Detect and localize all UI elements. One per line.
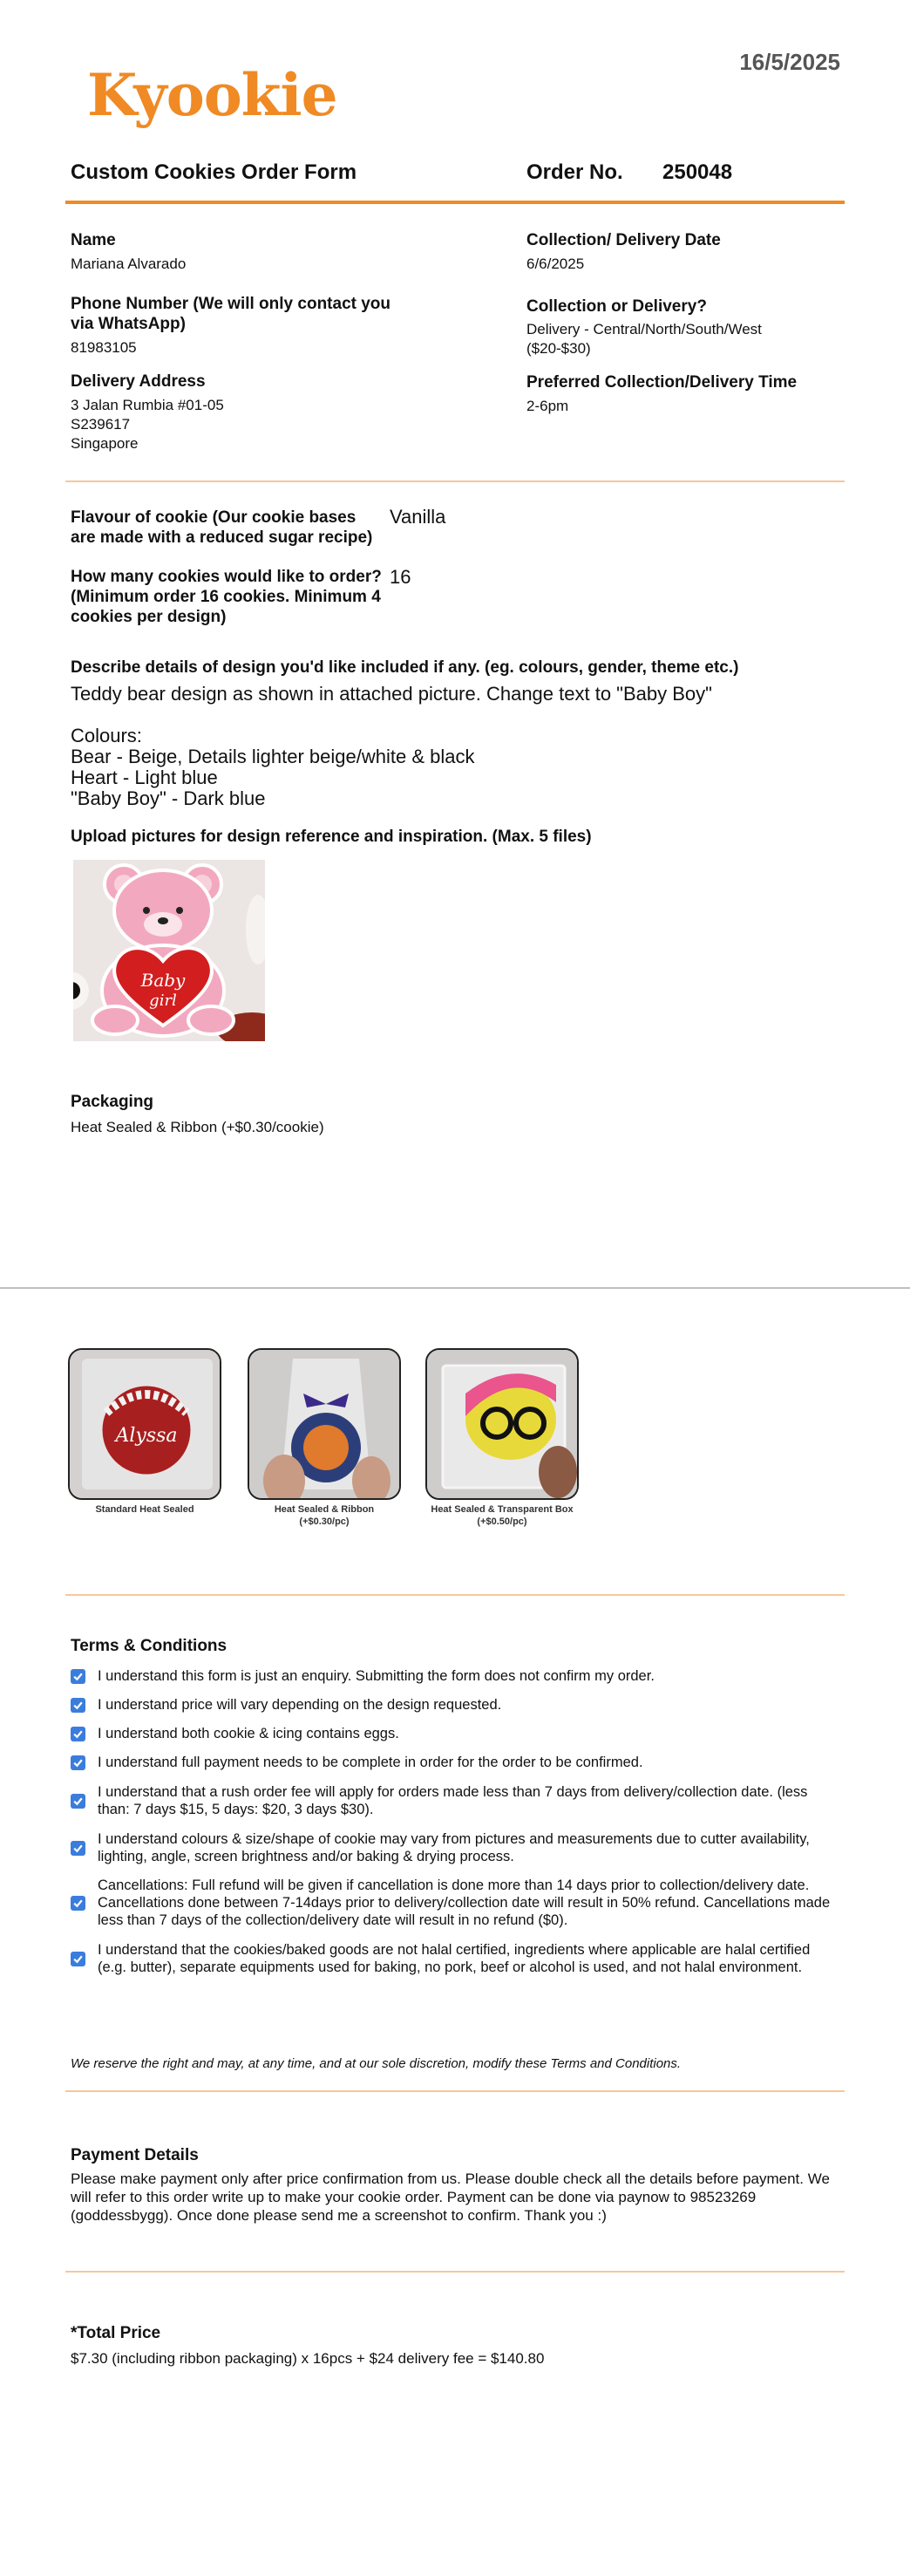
terms-item[interactable] bbox=[71, 1725, 838, 1742]
name-label: Name bbox=[71, 231, 116, 249]
photo-text-2: girl bbox=[149, 992, 177, 1010]
packaging-option-1-sample-text: Alyssa bbox=[115, 1425, 178, 1447]
delivery-method-label: Collection or Delivery? bbox=[526, 297, 707, 316]
packaging-option-3-image bbox=[425, 1348, 579, 1500]
packaging-option-2 bbox=[248, 1348, 407, 1528]
packaging-option-3-caption: Heat Sealed & Transparent Box bbox=[431, 1504, 574, 1515]
section-divider bbox=[65, 480, 845, 482]
terms-item[interactable] bbox=[71, 1667, 838, 1685]
address-line-3: Singapore bbox=[71, 435, 139, 452]
form-title: Custom Cookies Order Form bbox=[71, 160, 357, 184]
terms-item-text: I understand price will vary depending on the design requested. bbox=[98, 1697, 502, 1713]
terms-item[interactable] bbox=[71, 1754, 838, 1771]
phone-value: 81983105 bbox=[71, 339, 137, 356]
page-break bbox=[0, 1287, 910, 1289]
delivery-date-label: Collection/ Delivery Date bbox=[526, 231, 721, 249]
design-line-1: Teddy bear design as shown in attached picture. Change text to "Baby Boy" bbox=[71, 683, 712, 705]
phone-label: Phone Number (We will only contact you via WhatsApp) bbox=[71, 295, 391, 333]
checkbox-checked-icon[interactable] bbox=[71, 1841, 85, 1856]
design-line-5: Heart - Light blue bbox=[71, 767, 218, 788]
flavour-label: Flavour of cookie (Our cookie bases are made with a reduced sugar recipe) bbox=[71, 508, 373, 547]
terms-note: We reserve the right and may, at any time, and at our sole discretion, modify these Terms and Conditions. bbox=[71, 2056, 682, 2071]
header-divider bbox=[65, 201, 845, 204]
terms-item[interactable] bbox=[71, 1696, 838, 1714]
terms-item-text: I understand both cookie & icing contains eggs. bbox=[98, 1726, 399, 1741]
packaging-option-2-image bbox=[248, 1348, 401, 1500]
checkbox-checked-icon[interactable] bbox=[71, 1794, 85, 1809]
quantity-label: How many cookies would like to order? (Minimum order 16 cookies. Minimum 4 cookies per design) bbox=[71, 568, 382, 626]
upload-label: Upload pictures for design reference and inspiration. (Max. 5 files) bbox=[71, 828, 592, 846]
address-line-2: S239617 bbox=[71, 416, 131, 433]
checkbox-checked-icon[interactable] bbox=[71, 1755, 85, 1770]
form-date: 16/5/2025 bbox=[739, 49, 840, 75]
name-value: Mariana Alvarado bbox=[71, 256, 187, 272]
checkbox-checked-icon[interactable] bbox=[71, 1669, 85, 1684]
design-line-4: Bear - Beige, Details lighter beige/white & black bbox=[71, 746, 475, 767]
terms-item-text: Cancellations: Full refund will be given if cancellation is done more than 14 days prior to collection/delivery date. Cancellations done between 7-14days prior to delivery/collection date will result in 50% refund. Cancellations made less than 7 days of the collection/delivery date will result in no refund ($0). bbox=[98, 1877, 831, 1928]
packaging-option-1-image bbox=[68, 1348, 221, 1500]
packaging-option-3-price: (+$0.50/pc) bbox=[477, 1516, 527, 1527]
section-divider bbox=[65, 1594, 845, 1596]
packaging-value: Heat Sealed & Ribbon (+$0.30/cookie) bbox=[71, 1119, 324, 1135]
packaging-option-1 bbox=[68, 1348, 228, 1516]
flavour-value: Vanilla bbox=[390, 506, 446, 528]
design-line-3: Colours: bbox=[71, 725, 142, 746]
order-no-value: 250048 bbox=[662, 160, 733, 184]
packaging-label: Packaging bbox=[71, 1093, 154, 1111]
quantity-value: 16 bbox=[390, 566, 411, 588]
terms-item[interactable] bbox=[71, 1783, 838, 1818]
checkbox-checked-icon[interactable] bbox=[71, 1896, 85, 1911]
terms-item-text: I understand full payment needs to be complete in order for the order to be confirmed. bbox=[98, 1755, 643, 1770]
terms-item-text: I understand colours & size/shape of cookie may vary from pictures and measurements due to cutter availability, lighting, angle, screen brightness and/or baking & drying process. bbox=[98, 1831, 810, 1864]
payment-title: Payment Details bbox=[71, 2146, 199, 2164]
checkbox-checked-icon[interactable] bbox=[71, 1698, 85, 1713]
delivery-method-line-1: Delivery - Central/North/South/West bbox=[526, 321, 762, 337]
delivery-time-label: Preferred Collection/Delivery Time bbox=[526, 373, 798, 392]
terms-item[interactable] bbox=[71, 1877, 838, 1929]
terms-item-text: I understand this form is just an enquiry. Submitting the form does not confirm my order. bbox=[98, 1668, 655, 1684]
total-price-text: $7.30 (including ribbon packaging) x 16pcs + $24 delivery fee = $140.80 bbox=[71, 2350, 545, 2367]
packaging-option-3 bbox=[425, 1348, 585, 1528]
teddy-bear-cookie-image bbox=[73, 860, 265, 1041]
checkbox-checked-icon[interactable] bbox=[71, 1727, 85, 1741]
delivery-time-value: 2-6pm bbox=[526, 398, 569, 414]
packaging-option-2-caption: Heat Sealed & Ribbon bbox=[274, 1504, 375, 1515]
section-divider bbox=[65, 2271, 845, 2273]
packaging-option-1-caption: Standard Heat Sealed bbox=[95, 1504, 194, 1515]
terms-item[interactable] bbox=[71, 1941, 838, 1976]
delivery-method-line-2: ($20-$30) bbox=[526, 340, 591, 357]
terms-item-text: I understand that a rush order fee will apply for orders made less than 7 days from delivery/collection date. (less than: 7 days $15, 5 days: $20, 3 days $30). bbox=[98, 1784, 808, 1817]
packaging-option-2-price: (+$0.30/pc) bbox=[299, 1516, 350, 1527]
checkbox-checked-icon[interactable] bbox=[71, 1952, 85, 1966]
design-line-6: "Baby Boy" - Dark blue bbox=[71, 787, 266, 809]
terms-title: Terms & Conditions bbox=[71, 1637, 228, 1655]
reference-photo[interactable] bbox=[73, 860, 265, 1041]
total-price-title: *Total Price bbox=[71, 2324, 161, 2342]
photo-text-1: Baby bbox=[140, 970, 186, 991]
terms-item-text: I understand that the cookies/baked goods are not halal certified, ingredients where applicable are halal certified (e.g. butter), separate equipments used for baking, no pork, beef or alcohol is used, and not halal environment. bbox=[98, 1942, 811, 1975]
payment-text: Please make payment only after price confirmation from us. Please double check all the details before payment. We will refer to this order write up to make your cookie order. Payment can be done via paynow to 98523269 (goddessbygg). Once done please send me a screenshot to confirm. Thank you :) bbox=[71, 2171, 830, 2224]
kyookie-logo: Kyookie bbox=[87, 61, 337, 129]
terms-item[interactable] bbox=[71, 1830, 838, 1865]
address-line-1: 3 Jalan Rumbia #01-05 bbox=[71, 397, 224, 413]
delivery-date-value: 6/6/2025 bbox=[526, 256, 585, 272]
design-label: Describe details of design you'd like included if any. (eg. colours, gender, theme etc.) bbox=[71, 658, 739, 677]
order-no-label: Order No. bbox=[526, 160, 623, 184]
section-divider bbox=[65, 2090, 845, 2092]
address-label: Delivery Address bbox=[71, 372, 206, 391]
